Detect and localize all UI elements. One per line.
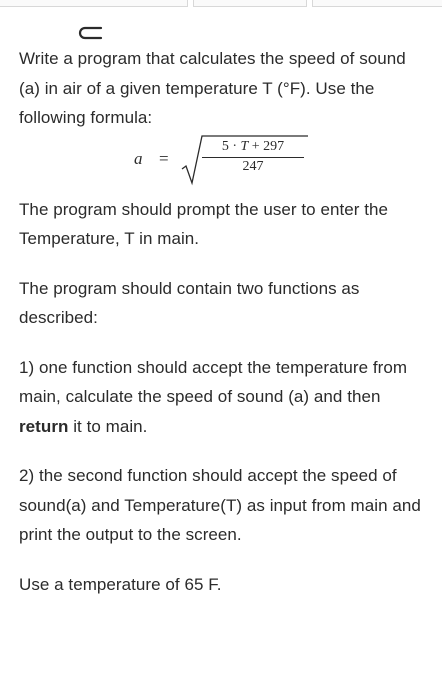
closing-paragraph: Use a temperature of 65 F. (19, 574, 222, 594)
functions-paragraph: The program should contain two functions as described: (19, 278, 360, 327)
numerator-dot: · (232, 138, 237, 154)
tab-left[interactable] (0, 0, 188, 7)
fraction-bar (202, 157, 304, 158)
item1-after: it to main. (68, 416, 148, 436)
formula-denominator: 247 (242, 158, 264, 174)
intro-paragraph: Write a program that calculates the speed of sound (a) in air of a given temperature T (°F). Use the following formula: (19, 49, 406, 127)
function-one-item (19, 353, 423, 442)
subset-mark-icon (77, 26, 103, 40)
numerator-var: T (240, 138, 249, 154)
formula-equals: = (159, 148, 169, 168)
formula-lhs: a (134, 148, 143, 168)
question-body (19, 44, 423, 599)
prompt-paragraph: The program should prompt the user to enter the Temperature, T in main. (19, 199, 388, 248)
numerator-rest: + 297 (251, 138, 285, 154)
item1-bold: return (19, 416, 69, 436)
numerator-coef: 5 (221, 138, 229, 154)
top-tab-bar (0, 0, 442, 8)
item1-before: 1) one function should accept the temperature from main, calculate the speed of sound (a) and then (19, 357, 408, 406)
tab-middle[interactable] (193, 0, 307, 7)
tab-right[interactable] (312, 0, 442, 7)
speed-formula (19, 135, 423, 189)
function-two-item: 2) the second function should accept the speed of sound(a) and Temperature(T) as input from main and print the output to the screen. (19, 466, 421, 544)
formula-numerator (200, 139, 306, 155)
